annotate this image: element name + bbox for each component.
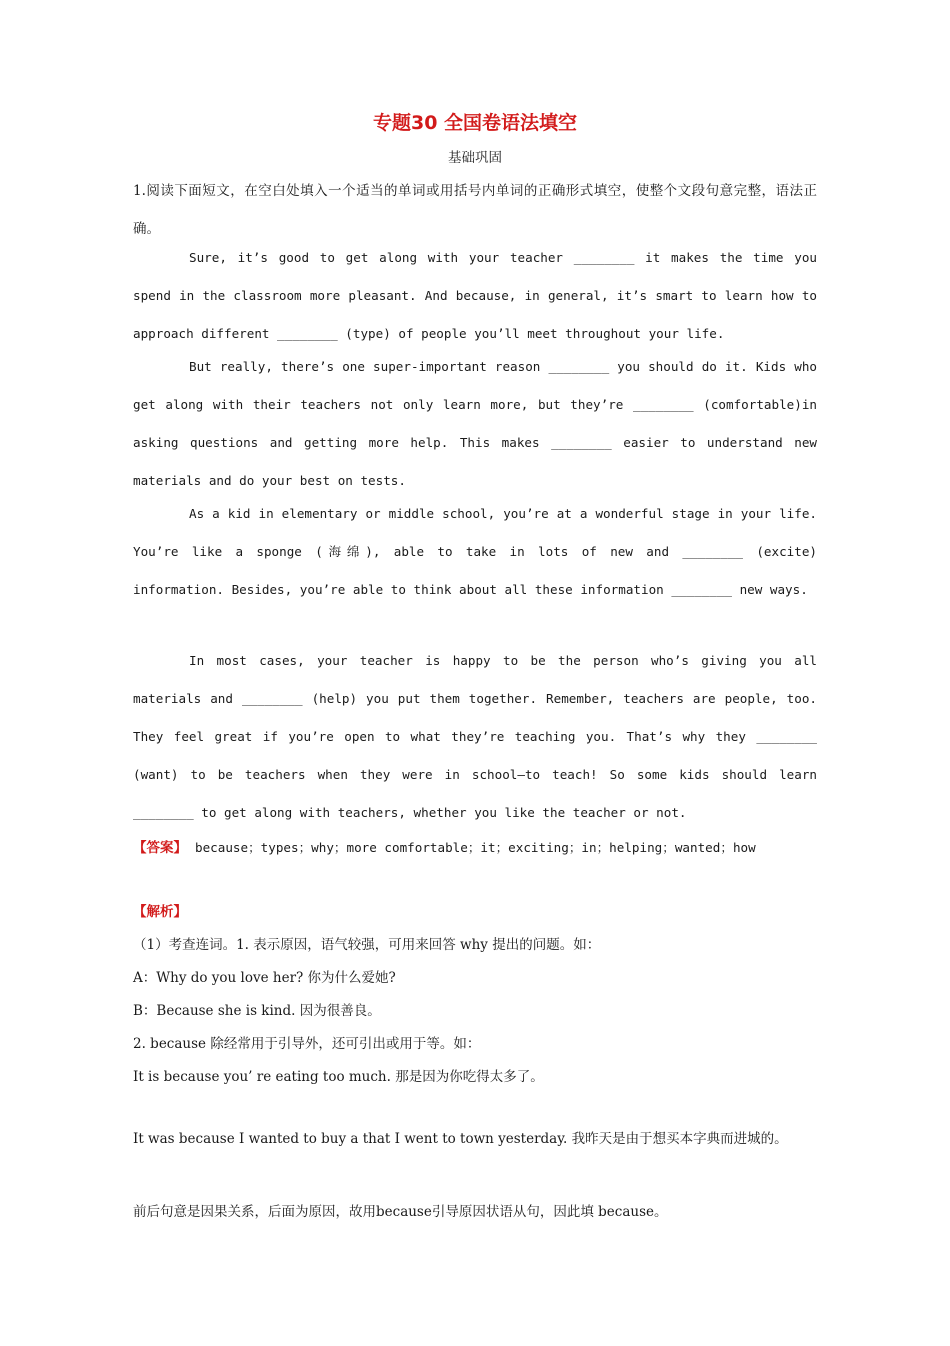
page-title: 专题30 全国卷语法填空	[372, 112, 578, 134]
analysis-line-4: 2. because 除经常用于引导外，还可引出或用于等。如：	[133, 1036, 481, 1052]
analysis-line-5: It is because you’ re eating too much. 那是因为你吃得太多了。	[133, 1069, 544, 1085]
analysis-conclusion: 前后句意是因果关系，后面为原因，故用because引导原因状语从句，因此填 because。	[133, 1204, 668, 1220]
question-instruction: 1.阅读下面短文，在空白处填入一个适当的单词或用括号内单词的正确形式填空，使整个文段句意完整，语法正确。	[133, 183, 817, 237]
answer-line	[133, 836, 833, 856]
passage-paragraph-4: In most cases, your teacher is happy to be the person who’s giving you all materials and ________ (help) you put them together. Remember, teachers are people, too. They feel great if you’re open to what they’re teaching you. That’s why they ________ (want) to be teachers when they were in school—to teach! So some kids should learn ________ to get along with teachers, whether you like the teacher or not.	[133, 653, 817, 820]
analysis-label: 【解析】	[133, 904, 187, 920]
answer-label: 【答案】	[133, 840, 187, 856]
analysis-line-1: （1）考查连词。1. 表示原因，语气较强，可用来回答 why 提出的问题。如：	[133, 937, 601, 953]
analysis-line-2: A：Why do you love her? 你为什么爱她?	[133, 970, 396, 986]
passage-paragraph-1: Sure, it’s good to get along with your teacher ________ it makes the time you spend in the classroom more pleasant. And because, in general, it’s smart to learn how to approach different ________ (type) of people you’ll meet throughout your life.	[133, 250, 817, 341]
analysis-line-3: B：Because she is kind. 因为很善良。	[133, 1003, 381, 1019]
example-sentence: It was because I wanted to buy a that I went to town yesterday. 我昨天是由于想买本字典而进城的。	[133, 1131, 788, 1147]
page-subtitle: 基础巩固	[448, 150, 502, 166]
passage-paragraph-3: As a kid in elementary or middle school, you’re at a wonderful stage in your life. You’re like a sponge (海绵), able to take in lots of new and ________ (excite) information. Besides, you’re able to think about all these information ________ new ways.	[133, 506, 817, 597]
answer-text: because；types；why；more comfortable；it；exciting；in；helping；wanted；how	[195, 840, 756, 855]
passage-paragraph-2: But really, there’s one super-important reason ________ you should do it. Kids who get along with their teachers not only learn more, but they’re ________ (comfortable)in asking questions and getting more help. This makes ________ easier to understand new materials and do your best on tests.	[133, 359, 817, 488]
